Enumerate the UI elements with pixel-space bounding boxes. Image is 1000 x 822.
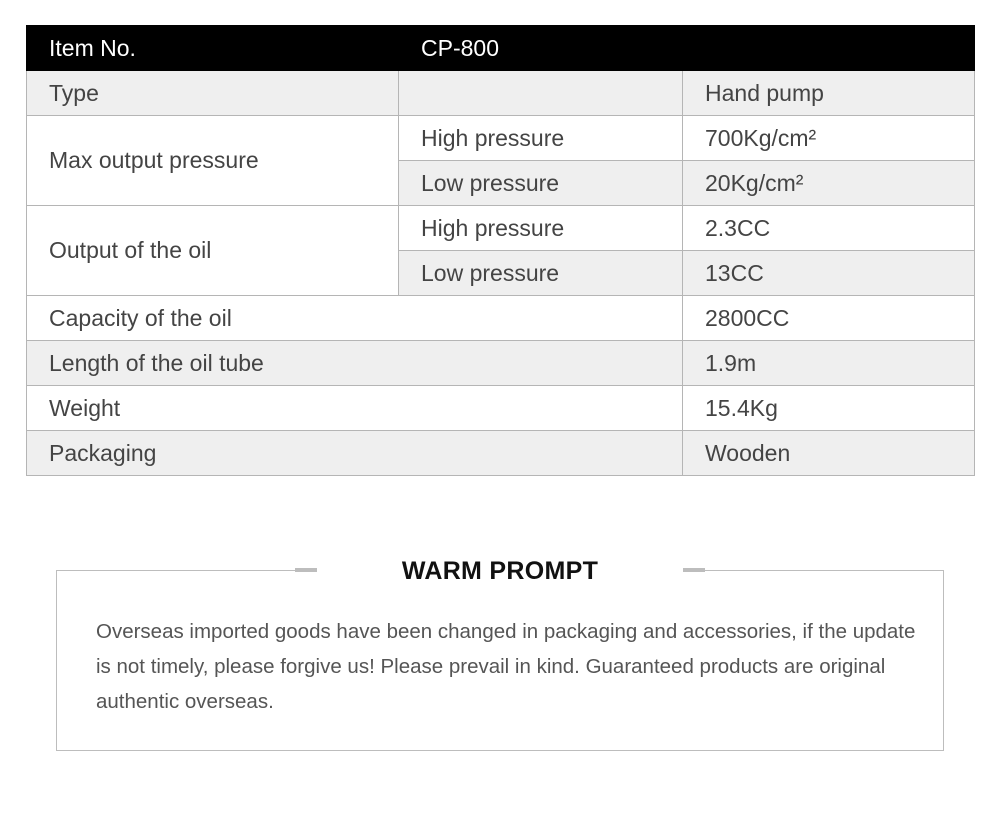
tube-length-value: 1.9m	[683, 341, 975, 386]
table-row-type	[27, 71, 975, 116]
table-row-packaging	[27, 431, 975, 476]
max-pressure-low-label: Low pressure	[399, 161, 683, 206]
weight-label: Weight	[27, 386, 683, 431]
oil-output-low-value: 13CC	[683, 251, 975, 296]
prompt-dash-right	[683, 568, 705, 572]
type-sub	[399, 71, 683, 116]
oil-output-high-label: High pressure	[399, 206, 683, 251]
prompt-divider-right	[683, 570, 943, 571]
capacity-label: Capacity of the oil	[27, 296, 683, 341]
max-output-pressure-label: Max output pressure	[27, 116, 399, 206]
type-value: Hand pump	[683, 71, 975, 116]
table-header-row	[27, 26, 975, 71]
prompt-dash-left	[295, 568, 317, 572]
table-row-weight	[27, 386, 975, 431]
item-no-value: CP-800	[399, 26, 975, 71]
max-pressure-low-value: 20Kg/cm²	[683, 161, 975, 206]
oil-output-low-label: Low pressure	[399, 251, 683, 296]
oil-output-high-value: 2.3CC	[683, 206, 975, 251]
warm-prompt-text: Overseas imported goods have been changed in packaging and accessories, if the update is not timely, please forgive us! Please prevail in kind. Guaranteed products are original authentic overseas.	[96, 620, 916, 713]
item-no-label: Item No.	[27, 26, 399, 71]
oil-output-label: Output of the oil	[27, 206, 399, 296]
packaging-value: Wooden	[683, 431, 975, 476]
max-pressure-high-label: High pressure	[399, 116, 683, 161]
warm-prompt-title: WARM PROMPT	[401, 557, 599, 585]
capacity-value: 2800CC	[683, 296, 975, 341]
table-row-oil-output-high	[27, 206, 975, 251]
table-row-capacity	[27, 296, 975, 341]
spec-table	[26, 25, 975, 476]
tube-length-label: Length of the oil tube	[27, 341, 683, 386]
prompt-divider-left	[56, 570, 316, 571]
max-pressure-high-value: 700Kg/cm²	[683, 116, 975, 161]
weight-value: 15.4Kg	[683, 386, 975, 431]
type-label: Type	[27, 71, 399, 116]
table-row-max-pressure-high	[27, 116, 975, 161]
packaging-label: Packaging	[27, 431, 683, 476]
table-row-tube-length	[27, 341, 975, 386]
